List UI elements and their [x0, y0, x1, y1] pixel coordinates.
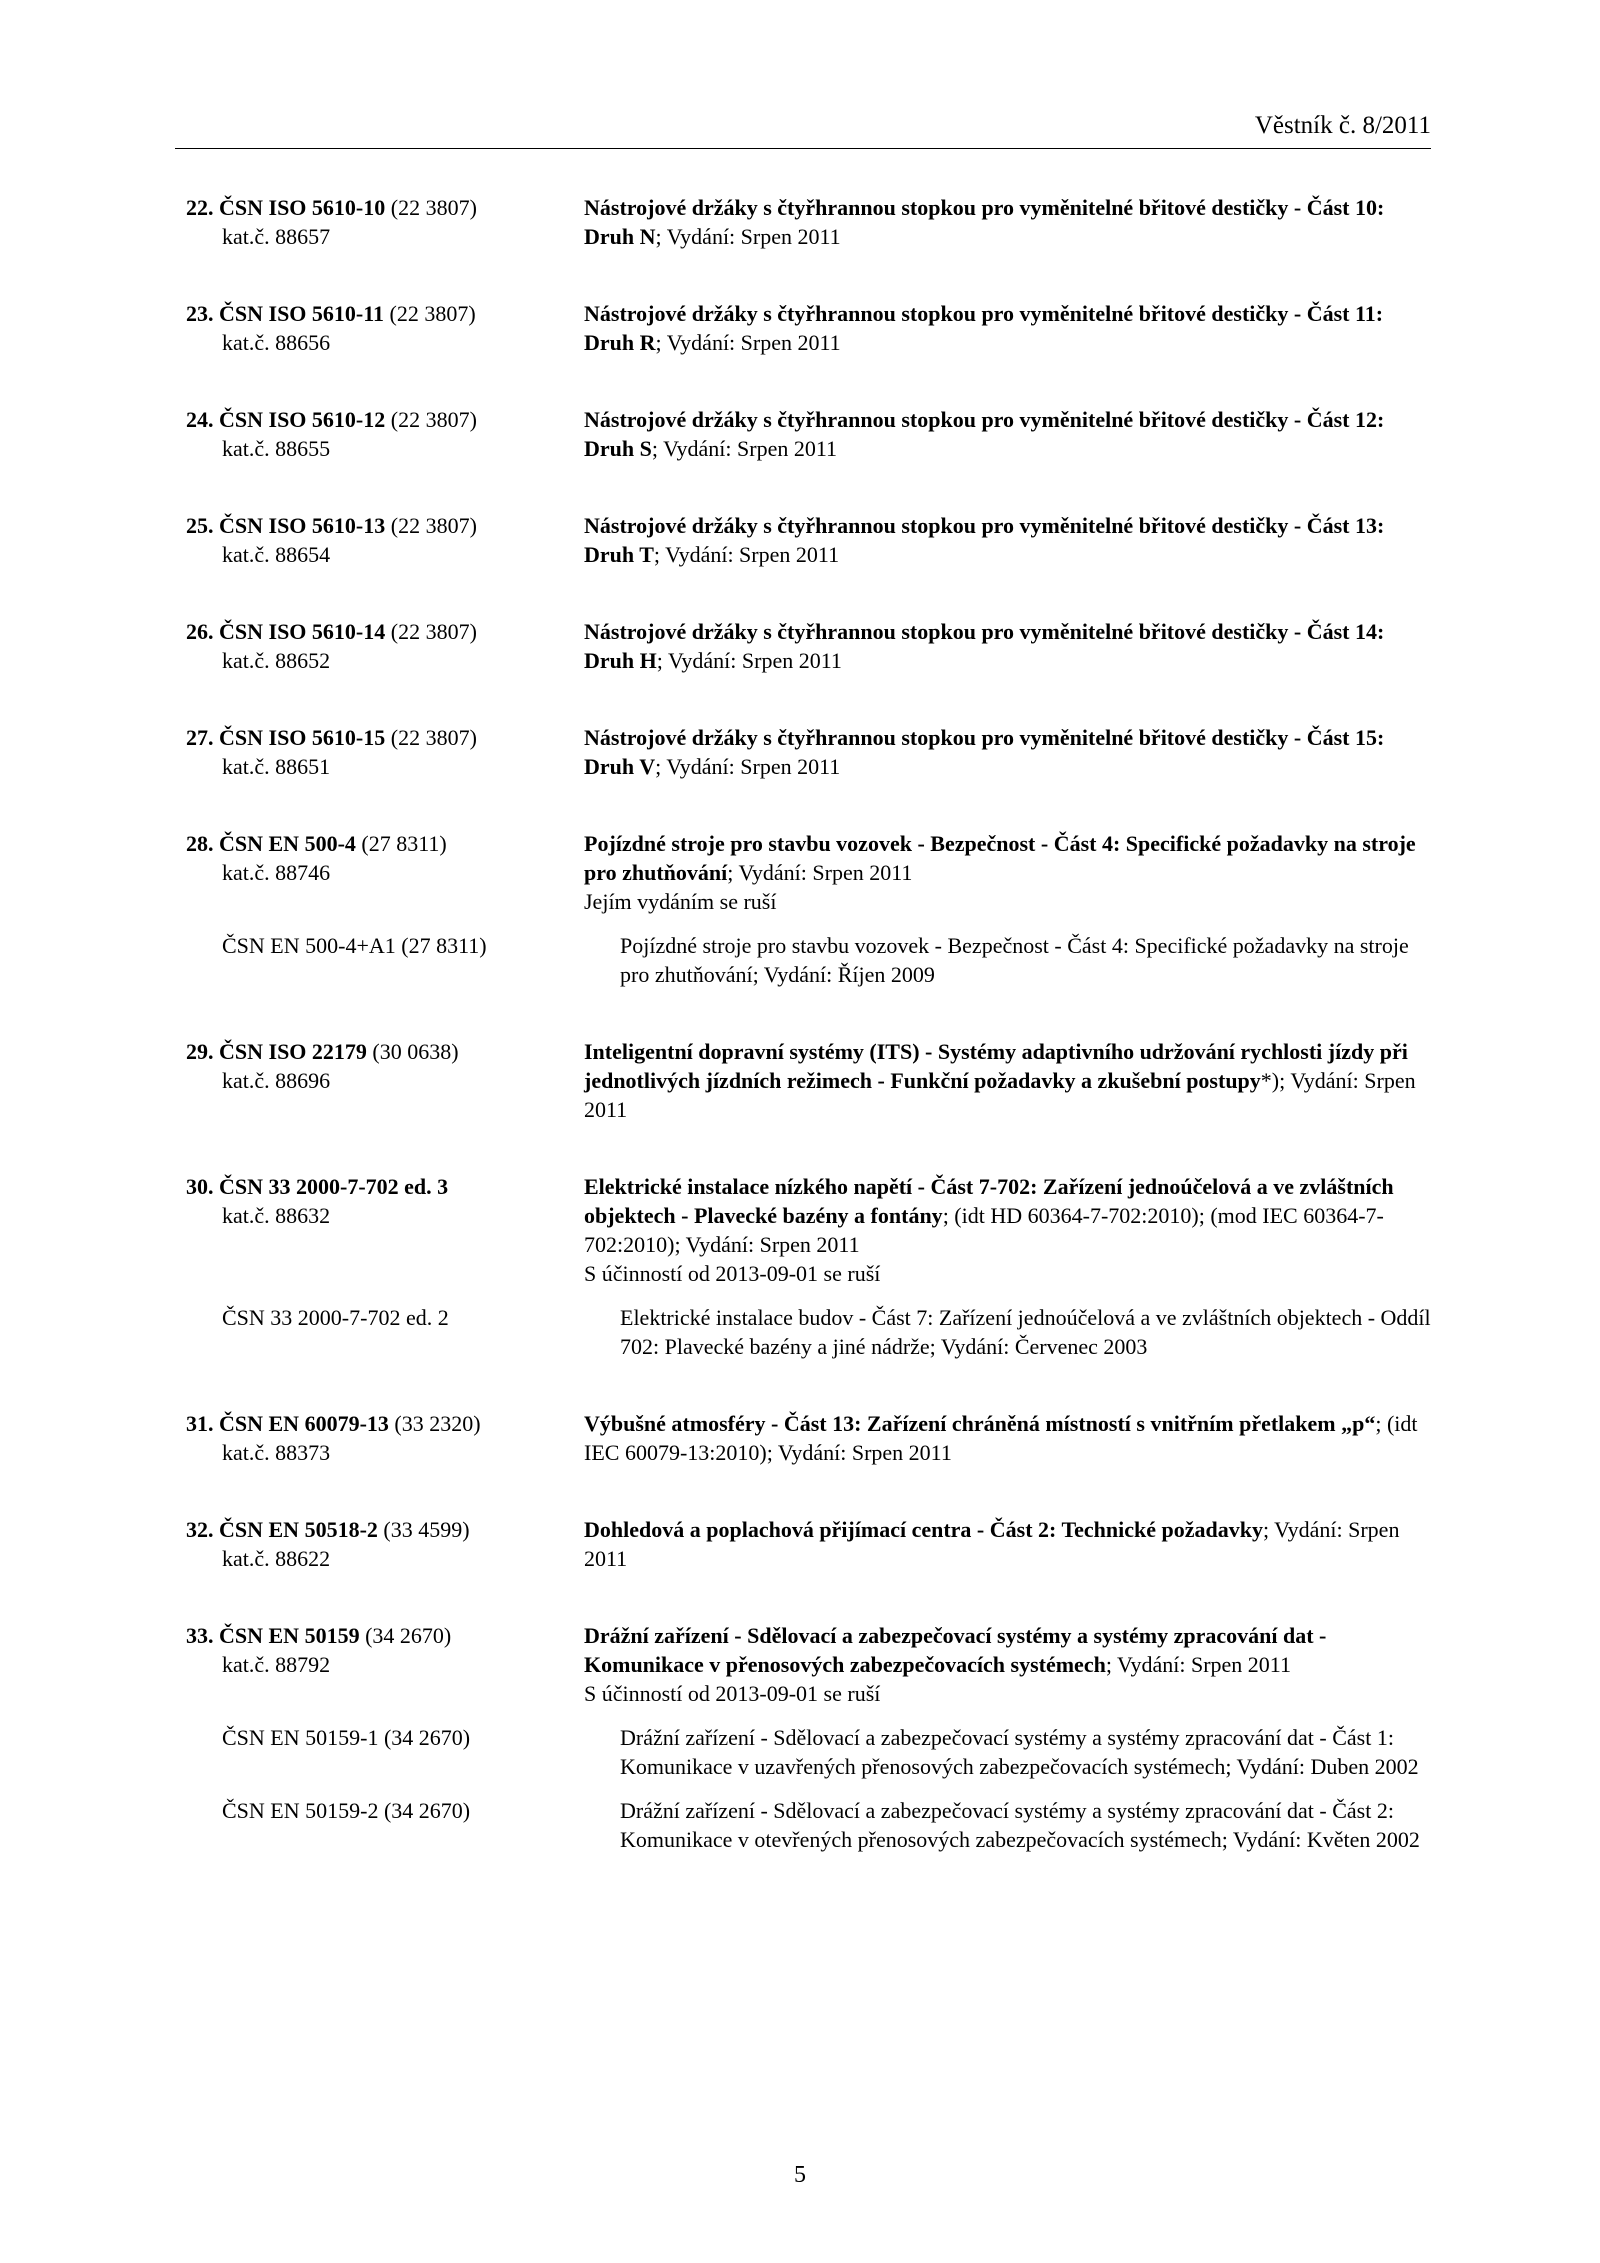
catalog-number: kat.č. 88652: [222, 648, 331, 673]
standard-code: ČSN EN 500-4: [219, 831, 356, 856]
catalog-number: kat.č. 88656: [222, 330, 331, 355]
standard-code: ČSN EN 60079-13: [219, 1411, 389, 1436]
catalog-number: kat.č. 88696: [222, 1068, 331, 1093]
replaced-standard-text: Elektrické instalace budov - Část 7: Zařízení jednoúčelová a ve zvláštních objektech - Oddíl 702: Plavecké bazény a jiné nádrže; Vydání: Červenec 2003: [620, 1305, 1431, 1359]
classification-code: (33 2320): [394, 1411, 481, 1436]
issue-info: ; Vydání: Srpen 2011: [655, 330, 841, 355]
catalog-number: kat.č. 88655: [222, 436, 331, 461]
standard-description: [584, 405, 1424, 463]
entry-number: 25.: [186, 513, 214, 538]
issue-info: ; (idt HD 60364-7-702:2010); (mod IEC 60364-7-702:2010); Vydání: Srpen 2011: [584, 1203, 1384, 1257]
issue-info: ; Vydání: Srpen 2011: [727, 860, 913, 885]
classification-code: (22 3807): [390, 195, 477, 220]
issue-info: ; Vydání: Srpen 2011: [655, 224, 841, 249]
standard-description: [584, 1409, 1424, 1467]
standard-designation: [186, 405, 584, 463]
entry-number: 23.: [186, 301, 214, 326]
standards-list: [186, 193, 1431, 1902]
entry-number: 32.: [186, 1517, 214, 1542]
issue-info: ; Vydání: Srpen 2011: [1105, 1652, 1291, 1677]
entry-number: 33.: [186, 1623, 214, 1648]
standard-designation: [186, 723, 584, 781]
entry-number: 31.: [186, 1411, 214, 1436]
standard-description: [584, 1037, 1424, 1124]
standard-title: Nástrojové držáky s čtyřhrannou stopkou pro vyměnitelné břitové destičky - Část 14: Druh H: [584, 619, 1385, 673]
entry-number: 29.: [186, 1039, 214, 1064]
catalog-number: kat.č. 88651: [222, 754, 331, 779]
standard-designation: [186, 617, 584, 675]
standard-designation: [186, 829, 584, 887]
standard-description: [584, 723, 1424, 781]
classification-code: (22 3807): [390, 407, 477, 432]
catalog-number: kat.č. 88622: [222, 1546, 331, 1571]
standard-title: Nástrojové držáky s čtyřhrannou stopkou pro vyměnitelné břitové destičky - Část 15: Druh V: [584, 725, 1385, 779]
standard-title: Drážní zařízení - Sdělovací a zabezpečovací systémy a systémy zpracování dat - Komunikace v přenosových zabezpečovacích systémech: [584, 1623, 1327, 1677]
standard-description: [584, 193, 1424, 251]
replaced-standard: [186, 1303, 1431, 1361]
page-header: [175, 112, 1431, 149]
standard-designation: [186, 299, 584, 357]
replaced-standard-text: Drážní zařízení - Sdělovací a zabezpečovací systémy a systémy zpracování dat - Část 1: Komunikace v uzavřených přenosových zabezpečovacích systémech; Vydání: Duben 2002: [620, 1725, 1419, 1779]
standard-title: Elektrické instalace nízkého napětí - Část 7-702: Zařízení jednoúčelová a ve zvláštních objektech - Plavecké bazény a fontány: [584, 1174, 1394, 1228]
replacement-note: Jejím vydáním se ruší: [584, 889, 777, 914]
standard-code: ČSN EN 50159: [219, 1623, 360, 1648]
bulletin-title: Věstník č. 8/2011: [1254, 112, 1431, 139]
entry-number: 27.: [186, 725, 214, 750]
standard-code: ČSN ISO 5610-11: [219, 301, 385, 326]
standard-code: ČSN ISO 5610-13: [219, 513, 386, 538]
standard-entry: [186, 617, 1431, 675]
replaced-standard-code: ČSN 33 2000-7-702 ed. 2: [222, 1305, 449, 1330]
replaced-standard: [186, 1723, 1431, 1781]
entry-number: 30.: [186, 1174, 214, 1199]
issue-info: ; Vydání: Srpen 2011: [653, 542, 840, 567]
standard-entry: [186, 1037, 1431, 1124]
entry-number: 28.: [186, 831, 214, 856]
standard-entry: [186, 1409, 1431, 1467]
standard-entry: [186, 405, 1431, 463]
replaced-standard-code: ČSN EN 50159-2 (34 2670): [222, 1798, 471, 1823]
classification-code: (22 3807): [389, 301, 476, 326]
catalog-number: kat.č. 88373: [222, 1440, 331, 1465]
issue-info: ; (idt IEC 60079-13:2010); Vydání: Srpen 2011: [584, 1411, 1418, 1465]
replaced-standard: [186, 1796, 1431, 1854]
standard-code: ČSN ISO 5610-14: [219, 619, 386, 644]
replaced-standard-text: Drážní zařízení - Sdělovací a zabezpečovací systémy a systémy zpracování dat - Část 2: Komunikace v otevřených přenosových zabezpečovacích systémech; Vydání: Květen 2002: [620, 1798, 1420, 1852]
standard-designation: [186, 193, 584, 251]
standard-designation: [186, 1515, 584, 1573]
issue-info: ; Vydání: Srpen 2011: [656, 648, 842, 673]
catalog-number: kat.č. 88657: [222, 224, 331, 249]
standard-title: Nástrojové držáky s čtyřhrannou stopkou pro vyměnitelné břitové destičky - Část 13: Druh T: [584, 513, 1385, 567]
standard-code: ČSN EN 50518-2: [219, 1517, 378, 1542]
replaced-standard: [186, 931, 1431, 989]
standard-designation: [186, 1409, 584, 1467]
standard-code: ČSN ISO 5610-15: [219, 725, 386, 750]
standard-description: [584, 1621, 1424, 1708]
standard-entry: [186, 511, 1431, 569]
standard-code: ČSN ISO 5610-12: [219, 407, 386, 432]
standard-title: Nástrojové držáky s čtyřhrannou stopkou pro vyměnitelné břitové destičky - Část 10: Druh N: [584, 195, 1385, 249]
issue-info: ; Vydání: Srpen 2011: [651, 436, 838, 461]
classification-code: (30 0638): [372, 1039, 459, 1064]
issue-info: ; Vydání: Srpen 2011: [584, 1517, 1400, 1571]
classification-code: (27 8311): [361, 831, 447, 856]
standard-designation: [186, 511, 584, 569]
catalog-number: kat.č. 88746: [222, 860, 331, 885]
standard-entry: [186, 829, 1431, 989]
standard-description: [584, 829, 1424, 916]
standard-designation: [186, 1621, 584, 1679]
standard-entry: [186, 1172, 1431, 1361]
replaced-standard-code: ČSN EN 500-4+A1 (27 8311): [222, 933, 487, 958]
standard-code: ČSN 33 2000-7-702 ed. 3: [219, 1174, 449, 1199]
standard-description: [584, 1172, 1424, 1288]
standard-entry: [186, 299, 1431, 357]
standard-description: [584, 1515, 1424, 1573]
standard-code: ČSN ISO 22179: [219, 1039, 367, 1064]
standard-title: Nástrojové držáky s čtyřhrannou stopkou pro vyměnitelné břitové destičky - Část 11: Druh R: [584, 301, 1384, 355]
catalog-number: kat.č. 88632: [222, 1203, 331, 1228]
classification-code: (33 4599): [383, 1517, 470, 1542]
standard-entry: [186, 1621, 1431, 1854]
standard-description: [584, 299, 1424, 357]
replacement-note: S účinností od 2013-09-01 se ruší: [584, 1681, 881, 1706]
standard-description: [584, 617, 1424, 675]
standard-entry: [186, 193, 1431, 251]
classification-code: (34 2670): [365, 1623, 452, 1648]
standard-entry: [186, 723, 1431, 781]
replaced-standard-code: ČSN EN 50159-1 (34 2670): [222, 1725, 471, 1750]
standard-title: Dohledová a poplachová přijímací centra - Část 2: Technické požadavky: [584, 1517, 1263, 1542]
replacement-note: S účinností od 2013-09-01 se ruší: [584, 1261, 881, 1286]
entry-number: 26.: [186, 619, 214, 644]
classification-code: (22 3807): [390, 513, 477, 538]
entry-number: 22.: [186, 195, 214, 220]
catalog-number: kat.č. 88654: [222, 542, 331, 567]
issue-info: ; Vydání: Srpen 2011: [655, 754, 841, 779]
standard-designation: [186, 1037, 584, 1095]
standard-entry: [186, 1515, 1431, 1573]
standard-title: Pojízdné stroje pro stavbu vozovek - Bezpečnost - Část 4: Specifické požadavky na stroje pro zhutňování: [584, 831, 1416, 885]
classification-code: (22 3807): [390, 619, 477, 644]
replaced-standard-text: Pojízdné stroje pro stavbu vozovek - Bezpečnost - Část 4: Specifické požadavky na stroje pro zhutňování; Vydání: Říjen 2009: [620, 933, 1409, 987]
entry-number: 24.: [186, 407, 214, 432]
standard-designation: [186, 1172, 584, 1230]
standard-title: Výbušné atmosféry - Část 13: Zařízení chráněná místností s vnitřním přetlakem „p“: [584, 1411, 1376, 1436]
catalog-number: kat.č. 88792: [222, 1652, 331, 1677]
standard-description: [584, 511, 1424, 569]
issue-info: *); Vydání: Srpen 2011: [584, 1068, 1416, 1122]
standard-title: Inteligentní dopravní systémy (ITS) - Systémy adaptivního udržování rychlosti jízdy při jednotlivých jízdních režimech - Funkční požadavky a zkušební postupy: [584, 1039, 1408, 1093]
classification-code: (22 3807): [390, 725, 477, 750]
standard-code: ČSN ISO 5610-10: [219, 195, 386, 220]
standard-title: Nástrojové držáky s čtyřhrannou stopkou pro vyměnitelné břitové destičky - Část 12: Druh S: [584, 407, 1385, 461]
page-number: 5: [794, 2162, 806, 2188]
